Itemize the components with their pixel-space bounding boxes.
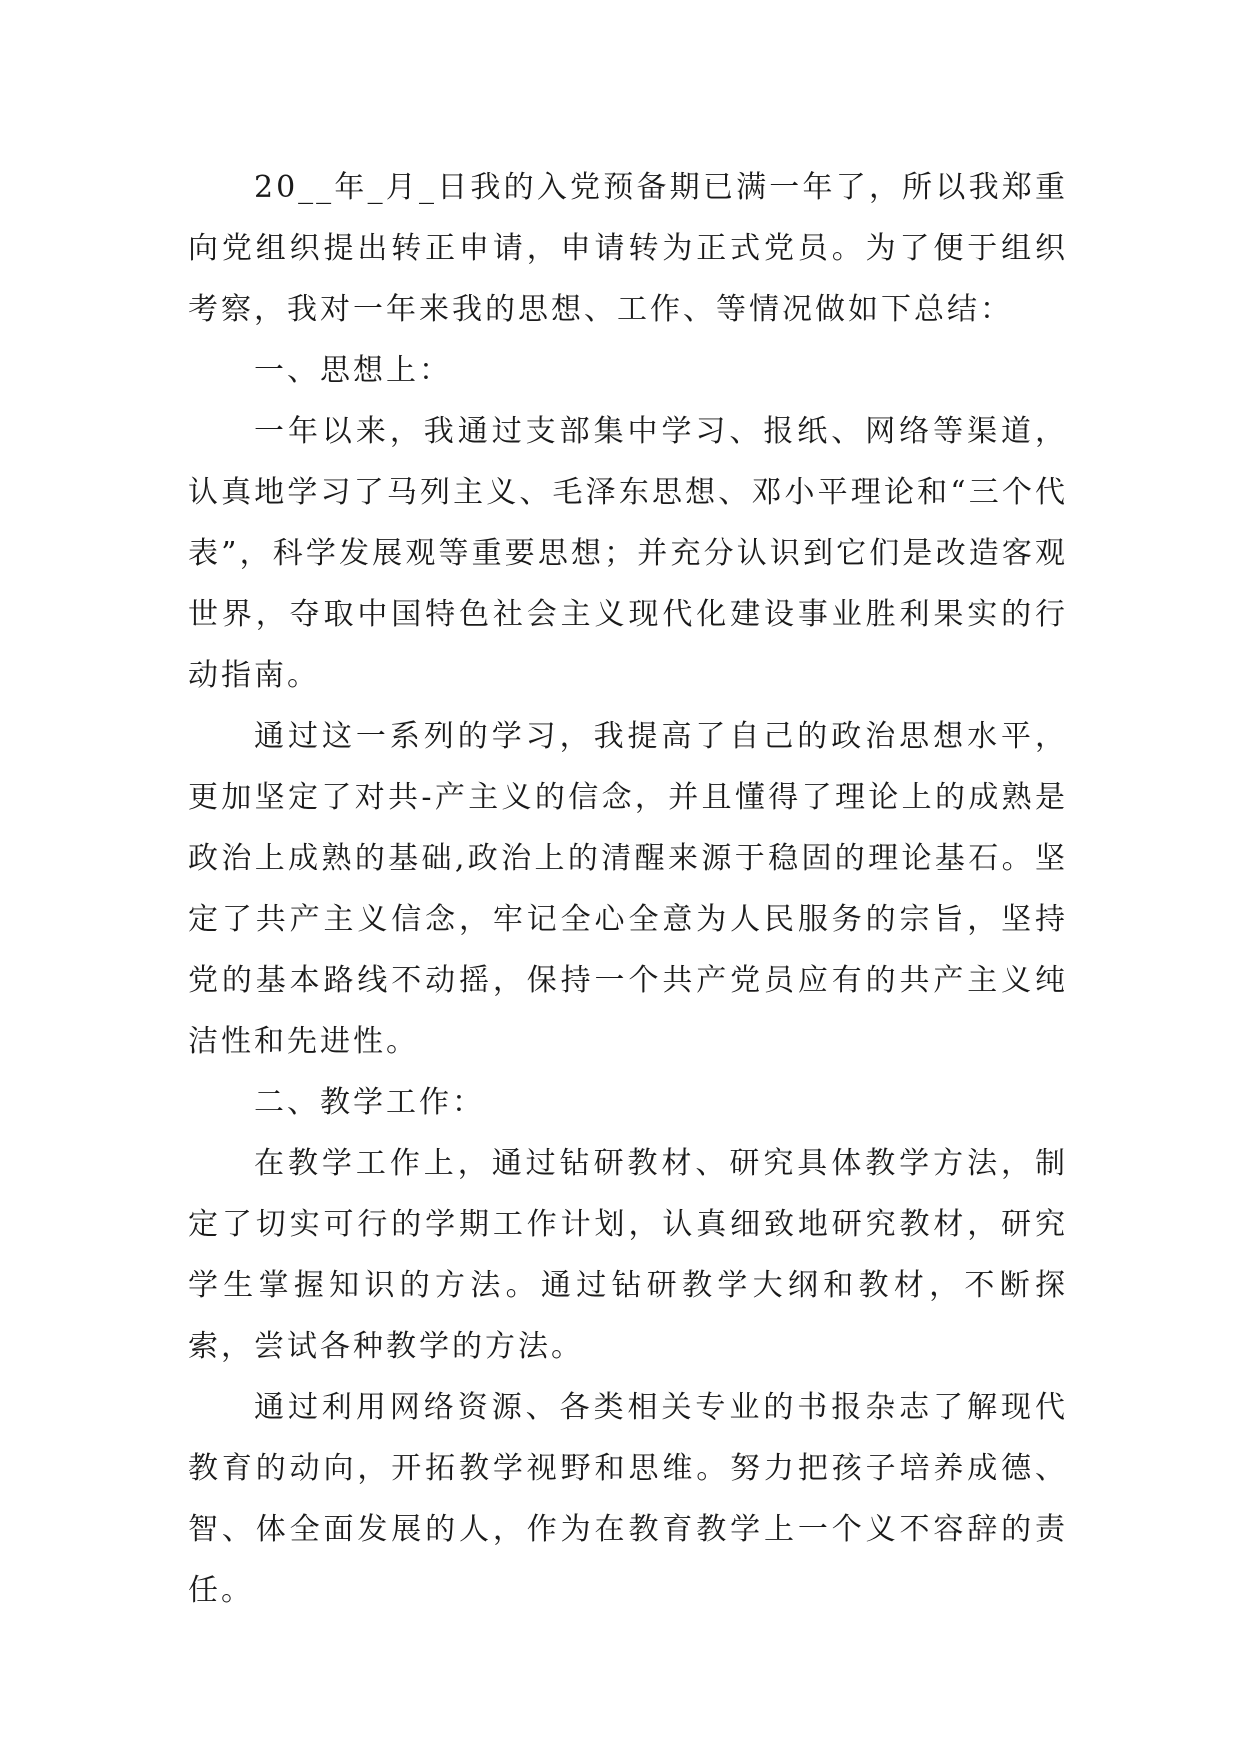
document-body xyxy=(188,157,1068,1621)
paragraph-thought-study: 一年以来，我通过支部集中学习、报纸、网络等渠道，认真地学习了马列主义、毛泽东思想、邓小平理论和“三个代表”，科学发展观等重要思想；并充分认识到它们是改造客观世界，夺取中国特色社会主义现代化建设事业胜利果实的行动指南。 xyxy=(188,414,1068,693)
paragraph-teaching-methods: 在教学工作上，通过钻研教材、研究具体教学方法，制定了切实可行的学期工作计划，认真细致地研究教材，研究学生掌握知识的方法。通过钻研教学大纲和教材，不断探索，尝试各种教学的方法。 xyxy=(188,1146,1068,1364)
section-heading-teaching: 二、教学工作： xyxy=(254,1085,485,1120)
paragraph-thought-result: 通过这一系列的学习，我提高了自己的政治思想水平，更加坚定了对共-产主义的信念，并且懂得了理论上的成熟是政治上成熟的基础,政治上的清醒来源于稳固的理论基石。坚定了共产主义信念，牢记全心全意为人民服务的宗旨，坚持党的基本路线不动摇，保持一个共产党员应有的共产主义纯洁性和先进性。 xyxy=(188,719,1068,1059)
paragraph-intro: 20__年_月_日我的入党预备期已满一年了，所以我郑重向党组织提出转正申请，申请转为正式党员。为了便于组织考察，我对一年来我的思想、工作、等情况做如下总结： xyxy=(188,170,1068,327)
section-heading-thought: 一、思想上： xyxy=(254,353,452,388)
paragraph-teaching-resources: 通过利用网络资源、各类相关专业的书报杂志了解现代教育的动向，开拓教学视野和思维。努力把孩子培养成德、智、体全面发展的人，作为在教育教学上一个义不容辞的责任。 xyxy=(188,1390,1068,1608)
